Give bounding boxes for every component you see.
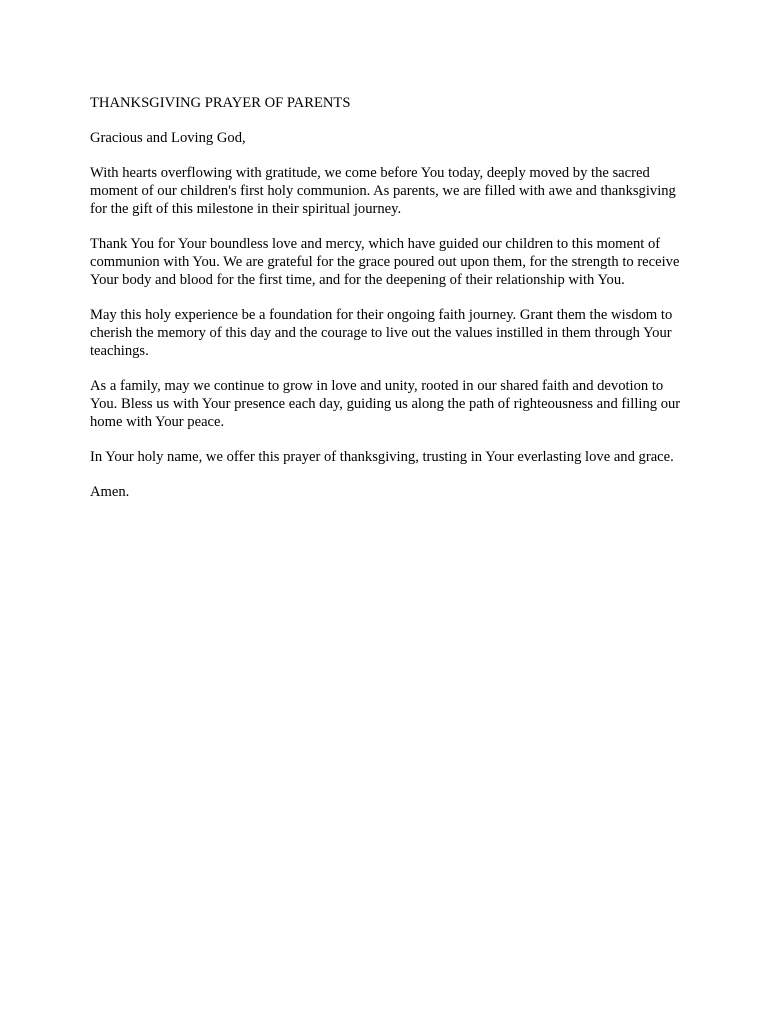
document-body (90, 94, 682, 518)
paragraph-2: Thank You for Your boundless love and mercy, which have guided our children to this moment of communion with You. We are grateful for the grace poured out upon them, for the strength to receive Your body and blood for the first time, and for the deepening of their relationship with You. (90, 236, 680, 288)
paragraph-4: As a family, may we continue to grow in love and unity, rooted in our shared faith and devotion to You. Bless us with Your presence each day, guiding us along the path of righteousness and filling our home with Your peace. (90, 378, 681, 430)
paragraph-5: In Your holy name, we offer this prayer of thanksgiving, trusting in Your everlasting love and grace. (90, 449, 674, 465)
document-title: THANKSGIVING PRAYER OF PARENTS (90, 95, 351, 111)
salutation: Gracious and Loving God, (90, 130, 246, 146)
paragraph-1: With hearts overflowing with gratitude, we come before You today, deeply moved by the sacred moment of our children's first holy communion. As parents, we are filled with awe and thanksgiving for the gift of this milestone in their spiritual journey. (90, 165, 676, 217)
paragraph-3: May this holy experience be a foundation for their ongoing faith journey. Grant them the wisdom to cherish the memory of this day and the courage to live out the values instilled in them through Your teachings. (90, 307, 673, 359)
closing: Amen. (90, 484, 130, 500)
